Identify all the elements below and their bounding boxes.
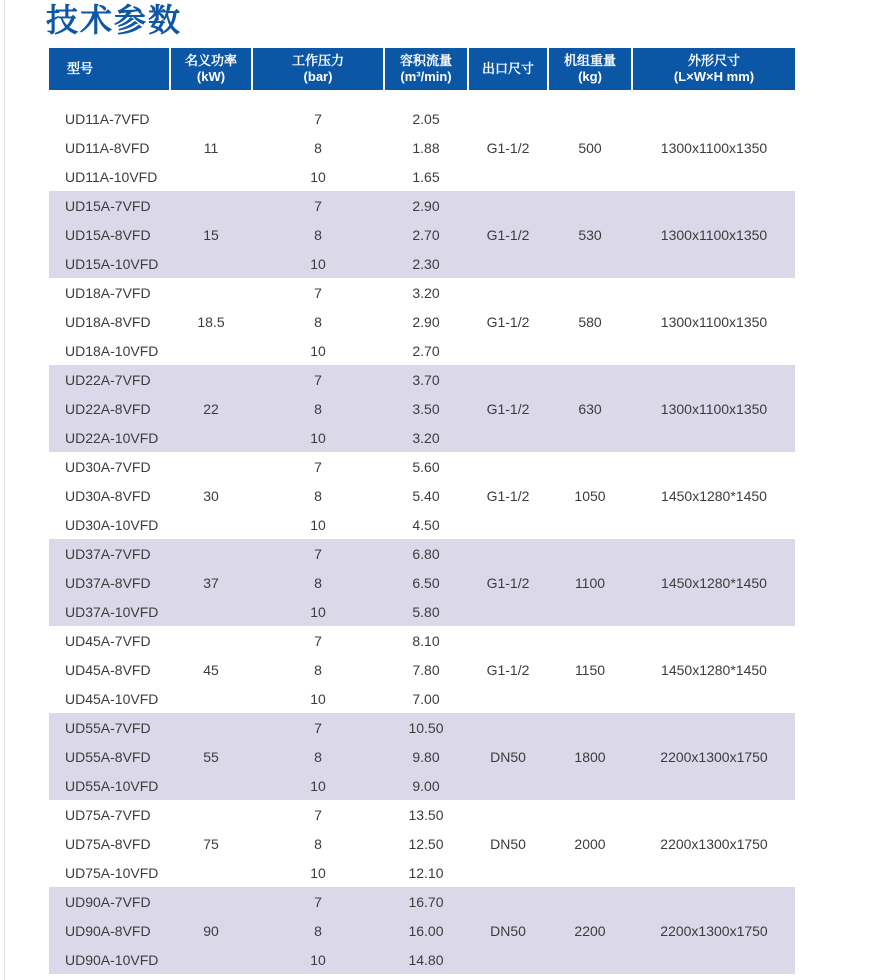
model-cell: UD75A-7VFD — [65, 806, 151, 823]
table-group — [49, 626, 795, 713]
flow-cell: 3.50 — [412, 400, 440, 417]
pressure-cell: 10 — [310, 603, 326, 620]
dims-cell: 2200x1300x1750 — [660, 835, 768, 852]
table-group — [49, 452, 795, 539]
table-row — [49, 771, 795, 800]
power-cell: 22 — [203, 400, 219, 417]
flow-cell: 2.05 — [412, 110, 440, 127]
flow-cell: 9.80 — [412, 748, 440, 765]
table-row — [49, 220, 795, 249]
outlet-cell: DN50 — [490, 748, 526, 765]
pressure-cell: 10 — [310, 864, 326, 881]
flow-cell: 10.50 — [408, 719, 444, 736]
header-cell-2 — [253, 48, 383, 90]
dims-cell: 1450x1280*1450 — [661, 574, 767, 591]
flow-cell: 16.00 — [408, 922, 444, 939]
dims-cell: 2200x1300x1750 — [660, 748, 768, 765]
dims-cell: 2200x1300x1750 — [660, 922, 768, 939]
power-cell: 15 — [203, 226, 219, 243]
pressure-cell: 7 — [314, 458, 322, 475]
model-cell: UD30A-10VFD — [65, 516, 159, 533]
outlet-cell: G1-1/2 — [486, 226, 530, 243]
header-unit: (bar) — [303, 69, 333, 84]
pressure-cell: 7 — [314, 284, 322, 301]
table-group — [49, 887, 795, 974]
table-row — [49, 800, 795, 829]
pressure-cell: 8 — [314, 748, 322, 765]
dims-cell: 1300x1100x1350 — [660, 139, 768, 156]
model-cell: UD55A-10VFD — [65, 777, 159, 794]
table-row — [49, 539, 795, 568]
power-cell: 45 — [203, 661, 219, 678]
weight-cell: 580 — [578, 313, 602, 330]
weight-cell: 2200 — [574, 922, 606, 939]
table-row — [49, 162, 795, 191]
model-cell: UD90A-8VFD — [65, 922, 151, 939]
flow-cell: 2.70 — [412, 226, 440, 243]
dims-cell: 1450x1280*1450 — [661, 661, 767, 678]
model-cell: UD22A-10VFD — [65, 429, 159, 446]
flow-cell: 3.20 — [412, 429, 440, 446]
pressure-cell: 7 — [314, 632, 322, 649]
outlet-cell: G1-1/2 — [486, 139, 530, 156]
table-group — [49, 800, 795, 887]
model-cell: UD18A-10VFD — [65, 342, 159, 359]
power-cell: 75 — [203, 835, 219, 852]
weight-cell: 1050 — [574, 487, 606, 504]
flow-cell: 2.90 — [412, 197, 440, 214]
flow-cell: 12.10 — [408, 864, 444, 881]
flow-cell: 2.90 — [412, 313, 440, 330]
table-row — [49, 684, 795, 713]
table-header-row — [49, 48, 795, 90]
pressure-cell: 7 — [314, 806, 322, 823]
table-body — [49, 104, 795, 974]
dims-cell: 1300x1100x1350 — [660, 313, 768, 330]
model-cell: UD15A-10VFD — [65, 255, 159, 272]
dims-cell: 1300x1100x1350 — [660, 226, 768, 243]
table-group — [49, 104, 795, 191]
header-label: 工作压力 — [291, 53, 344, 68]
table-row — [49, 249, 795, 278]
flow-cell: 1.88 — [412, 139, 440, 156]
pressure-cell: 8 — [314, 139, 322, 156]
flow-cell: 7.80 — [412, 661, 440, 678]
pressure-cell: 7 — [314, 110, 322, 127]
flow-cell: 7.00 — [412, 690, 440, 707]
flow-cell: 2.30 — [412, 255, 440, 272]
table-group — [49, 191, 795, 278]
pressure-cell: 10 — [310, 690, 326, 707]
table-row — [49, 655, 795, 684]
pressure-cell: 10 — [310, 168, 326, 185]
pressure-cell: 8 — [314, 835, 322, 852]
pressure-cell: 10 — [310, 255, 326, 272]
pressure-cell: 8 — [314, 661, 322, 678]
header-label: 容积流量 — [399, 53, 452, 68]
flow-cell: 3.20 — [412, 284, 440, 301]
weight-cell: 500 — [578, 139, 602, 156]
flow-cell: 8.10 — [412, 632, 440, 649]
header-unit: (kg) — [578, 69, 602, 84]
flow-cell: 5.60 — [412, 458, 440, 475]
table-row — [49, 133, 795, 162]
outlet-cell: G1-1/2 — [486, 487, 530, 504]
flow-cell: 2.70 — [412, 342, 440, 359]
power-cell: 90 — [203, 922, 219, 939]
model-cell: UD22A-8VFD — [65, 400, 151, 417]
model-cell: UD30A-8VFD — [65, 487, 151, 504]
table-row — [49, 742, 795, 771]
header-label: 出口尺寸 — [481, 61, 534, 76]
model-cell: UD11A-8VFD — [65, 139, 150, 156]
power-cell: 18.5 — [197, 313, 225, 330]
header-label: 外形尺寸 — [687, 53, 740, 68]
model-cell: UD15A-7VFD — [65, 197, 151, 214]
model-cell: UD30A-7VFD — [65, 458, 151, 475]
table-row — [49, 394, 795, 423]
model-cell: UD18A-7VFD — [65, 284, 151, 301]
weight-cell: 530 — [578, 226, 602, 243]
pressure-cell: 8 — [314, 400, 322, 417]
power-cell: 30 — [203, 487, 219, 504]
model-cell: UD37A-10VFD — [65, 603, 159, 620]
model-cell: UD22A-7VFD — [65, 371, 151, 388]
header-cell-3 — [385, 48, 467, 90]
pressure-cell: 7 — [314, 893, 322, 910]
header-cell-1 — [171, 48, 251, 90]
table-group — [49, 278, 795, 365]
header-cell-6 — [633, 48, 795, 90]
flow-cell: 14.80 — [408, 951, 444, 968]
header-unit: (m³/min) — [400, 69, 452, 84]
table-group — [49, 539, 795, 626]
model-cell: UD15A-8VFD — [65, 226, 151, 243]
outlet-cell: DN50 — [490, 835, 526, 852]
dims-cell: 1300x1100x1350 — [660, 400, 768, 417]
table-row — [49, 568, 795, 597]
header-cell-4 — [469, 48, 547, 90]
power-cell: 11 — [203, 139, 219, 156]
weight-cell: 1100 — [574, 574, 606, 591]
table-row — [49, 829, 795, 858]
model-cell: UD75A-8VFD — [65, 835, 151, 852]
model-cell: UD45A-7VFD — [65, 632, 151, 649]
table-row — [49, 336, 795, 365]
power-cell: 55 — [203, 748, 219, 765]
model-cell: UD45A-8VFD — [65, 661, 151, 678]
table-row — [49, 887, 795, 916]
pressure-cell: 10 — [310, 516, 326, 533]
pressure-cell: 8 — [314, 487, 322, 504]
flow-cell: 16.70 — [408, 893, 444, 910]
header-unit: (L×W×H mm) — [673, 69, 755, 84]
flow-cell: 9.00 — [412, 777, 440, 794]
flow-cell: 12.50 — [408, 835, 444, 852]
table-row — [49, 945, 795, 974]
model-cell: UD90A-10VFD — [65, 951, 159, 968]
power-cell: 37 — [203, 574, 219, 591]
pressure-cell: 10 — [310, 951, 326, 968]
outlet-cell: G1-1/2 — [486, 661, 530, 678]
weight-cell: 630 — [578, 400, 602, 417]
table-row — [49, 597, 795, 626]
table-row — [49, 713, 795, 742]
outlet-cell: DN50 — [490, 922, 526, 939]
model-cell: UD75A-10VFD — [65, 864, 159, 881]
pressure-cell: 7 — [314, 371, 322, 388]
model-cell: UD11A-10VFD — [65, 168, 158, 185]
flow-cell: 5.80 — [412, 603, 440, 620]
pressure-cell: 7 — [314, 197, 322, 214]
table-row — [49, 452, 795, 481]
outlet-cell: G1-1/2 — [486, 313, 530, 330]
pressure-cell: 10 — [310, 777, 326, 794]
header-unit: (kW) — [196, 69, 226, 84]
model-cell: UD45A-10VFD — [65, 690, 159, 707]
model-cell: UD11A-7VFD — [65, 110, 150, 127]
weight-cell: 1800 — [574, 748, 606, 765]
pressure-cell: 8 — [314, 574, 322, 591]
model-cell: UD90A-7VFD — [65, 893, 151, 910]
table-row — [49, 191, 795, 220]
weight-cell: 1150 — [574, 661, 606, 678]
flow-cell: 13.50 — [408, 806, 444, 823]
header-label: 机组重量 — [563, 53, 616, 68]
table-group — [49, 365, 795, 452]
pressure-cell: 8 — [314, 226, 322, 243]
table-row — [49, 365, 795, 394]
table-row — [49, 510, 795, 539]
flow-cell: 6.80 — [412, 545, 440, 562]
flow-cell: 3.70 — [412, 371, 440, 388]
dims-cell: 1450x1280*1450 — [661, 487, 767, 504]
table-row — [49, 626, 795, 655]
spec-table — [49, 48, 795, 974]
flow-cell: 1.65 — [412, 168, 440, 185]
page-title: 技术参数 — [46, 2, 183, 38]
model-cell: UD37A-8VFD — [65, 574, 151, 591]
left-border-line — [4, 0, 5, 980]
header-label: 型号 — [67, 61, 94, 76]
pressure-cell: 10 — [310, 342, 326, 359]
pressure-cell: 8 — [314, 313, 322, 330]
flow-cell: 4.50 — [412, 516, 440, 533]
pressure-cell: 10 — [310, 429, 326, 446]
model-cell: UD18A-8VFD — [65, 313, 151, 330]
flow-cell: 6.50 — [412, 574, 440, 591]
flow-cell: 5.40 — [412, 487, 440, 504]
header-cell-0 — [49, 48, 169, 90]
table-row — [49, 278, 795, 307]
pressure-cell: 7 — [314, 719, 322, 736]
header-label: 名义功率 — [184, 53, 237, 68]
table-row — [49, 481, 795, 510]
header-cell-5 — [549, 48, 631, 90]
table-row — [49, 423, 795, 452]
outlet-cell: G1-1/2 — [486, 400, 530, 417]
table-row — [49, 307, 795, 336]
table-group — [49, 713, 795, 800]
model-cell: UD55A-8VFD — [65, 748, 151, 765]
model-cell: UD55A-7VFD — [65, 719, 151, 736]
pressure-cell: 7 — [314, 545, 322, 562]
table-row — [49, 916, 795, 945]
model-cell: UD37A-7VFD — [65, 545, 151, 562]
weight-cell: 2000 — [574, 835, 606, 852]
table-row — [49, 858, 795, 887]
pressure-cell: 8 — [314, 922, 322, 939]
table-row — [49, 104, 795, 133]
outlet-cell: G1-1/2 — [486, 574, 530, 591]
